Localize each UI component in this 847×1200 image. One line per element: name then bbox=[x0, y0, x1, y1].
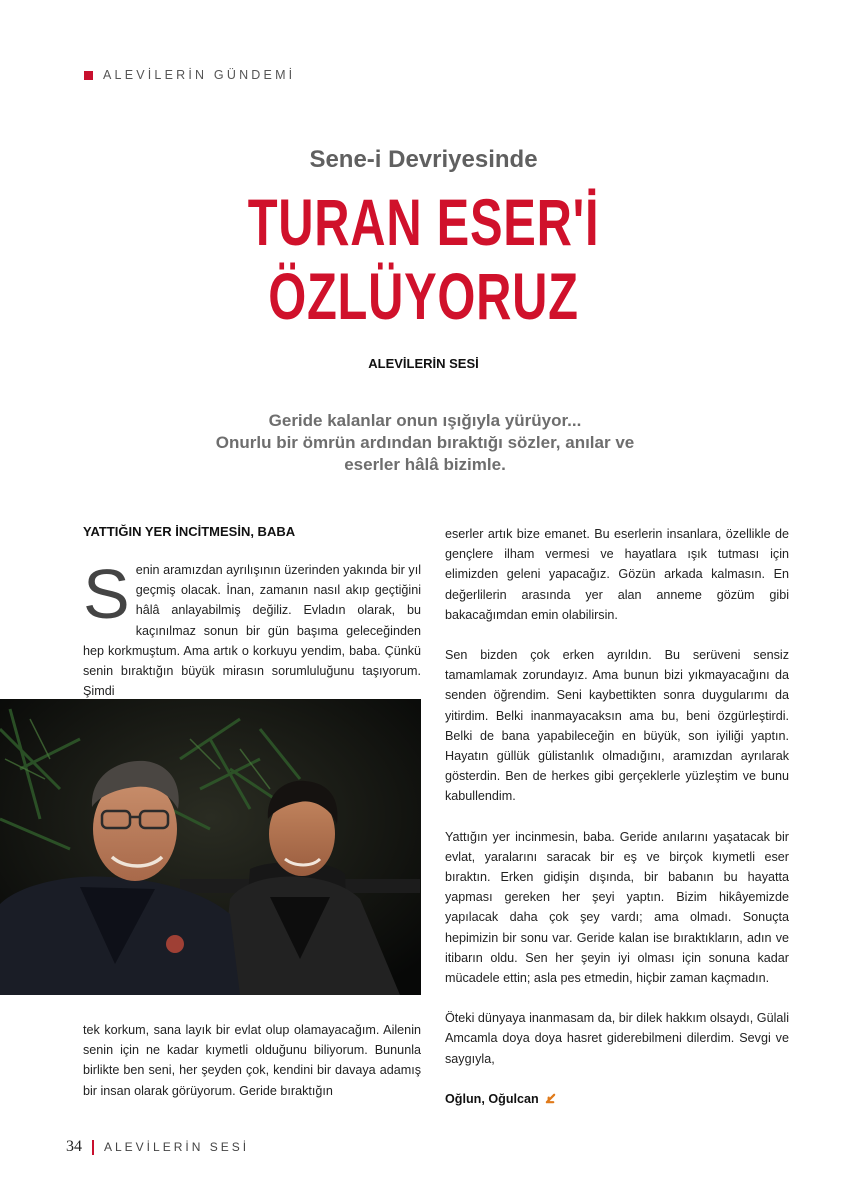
footer-divider bbox=[92, 1140, 94, 1155]
photo-father-and-son bbox=[0, 699, 421, 995]
body-paragraph-left-2: tek korkum, sana layık bir evlat olup olamayacağım. Ailenin senin için ne kadar kıymetli olduğunu biliyorum. Bununla birlikte ben seni, her şeyden çok, kendini bir davaya adamış bir insan olarak görüyorum. Geride bıraktığın bbox=[83, 1023, 421, 1098]
page-number: 34 bbox=[66, 1138, 82, 1155]
body-paragraph: Sen bizden çok erken ayrıldın. Bu serüveni sensiz tamamlamak zorundayız. Ama bunun bizi yıkmayacağını da senden öğrendim. Seni kaybettikten sonra duygularımı da yitirdim. Belki inanmayacaksın ama bu, beni özgürleştirdi. Belki de bana yapabileceğin en büyük, son iyiliği yaptın. Hayatın güllük gülistanlık olmadığını, aramızdan ayrılarak gösterdin. Ben de herkes gibi gerçeklerle yüzleştim ve bunu kabullendim. bbox=[445, 648, 789, 804]
body-paragraph-left-1 bbox=[83, 555, 421, 701]
section-marker-icon bbox=[84, 71, 93, 80]
article-subheading: YATTIĞIN YER İNCİTMESİN, BABA bbox=[83, 524, 296, 539]
page-footer bbox=[66, 1138, 249, 1156]
section-label-text: ALEVİLERİN GÜNDEMİ bbox=[103, 68, 296, 82]
article-byline: ALEVİLERİN SESİ bbox=[368, 356, 479, 371]
signature-text: Oğlun, Oğulcan bbox=[445, 1091, 539, 1106]
lead-line: eserler hâlâ bizimle. bbox=[344, 455, 506, 474]
article-title-line2: ÖZLÜYORUZ bbox=[268, 259, 579, 333]
article-signature bbox=[445, 1089, 789, 1109]
article-end-mark-icon bbox=[545, 1093, 556, 1104]
article-lead bbox=[190, 410, 660, 476]
article-right-column bbox=[445, 524, 789, 1109]
article-photo bbox=[0, 699, 421, 995]
paragraph-text: enin aramızdan ayrılışının üzerinden yakında bir yıl geçmiş olacak. İnan, zamanın nasıl akıp geçtiğini hâlâ anlayabilmiş değiliz. Evladın olarak, bu kaçınılmaz sonun bir gün başıma geleceğinden hep korkmuştum. Ama artık o korkuyu yendim, baba. Çünkü senin bıraktığın büyük mirasın sorumluluğunu taşıyorum. Şimdi bbox=[83, 563, 421, 699]
publication-name: ALEVİLERİN SESİ bbox=[104, 1140, 250, 1154]
body-paragraph: Yattığın yer incinmesin, baba. Geride anılarını yaşatacak bir evlat, yaralarını saracak bir eş ve birçok kıymetli eser bıraktın. Erken gidişin dışında, bir babanın bu hayatta yapması gereken her şeyi yaptın. Bizim hikâyemizde yapılacak daha çok şey vardı; ama olmadı. Sonuçta hepimizin bir sonu var. Geride kalan ise bıraktıkların, adın ve itibarın oldu. Sen her şeyin iyi olması için sonuna kadar mücadele ettin; asla pes etmedin, hiçbir zaman kaçmadın. bbox=[445, 829, 789, 986]
article-kicker: Sene-i Devriyesinde bbox=[309, 146, 538, 173]
drop-cap: S bbox=[83, 555, 130, 633]
article-title-line1: TURAN ESER'İ bbox=[247, 185, 600, 259]
lead-line: Geride kalanlar onun ışığıyla yürüyor... bbox=[268, 411, 582, 430]
lead-line: Onurlu bir ömrün ardından bıraktığı sözler, anılar ve bbox=[215, 433, 635, 452]
section-label bbox=[84, 68, 295, 82]
body-paragraph: eserler artık bize emanet. Bu eserlerin insanlara, özellikle de gençlere ilham vermesi ve hayatlara ışık tutması için elimizden geleni yapacağız. Gözün arkada kalmasın. En değerlilerin arasında yer alan anneme gözüm gibi bakacağımdan emin olabilirsin. bbox=[445, 527, 789, 622]
body-paragraph: Öteki dünyaya inanmasam da, bir dilek hakkım olsaydı, Gülali Amcamla doya doya hasret giderebilmeni dilerdim. Sevgi ve saygıyla, bbox=[445, 1011, 789, 1066]
